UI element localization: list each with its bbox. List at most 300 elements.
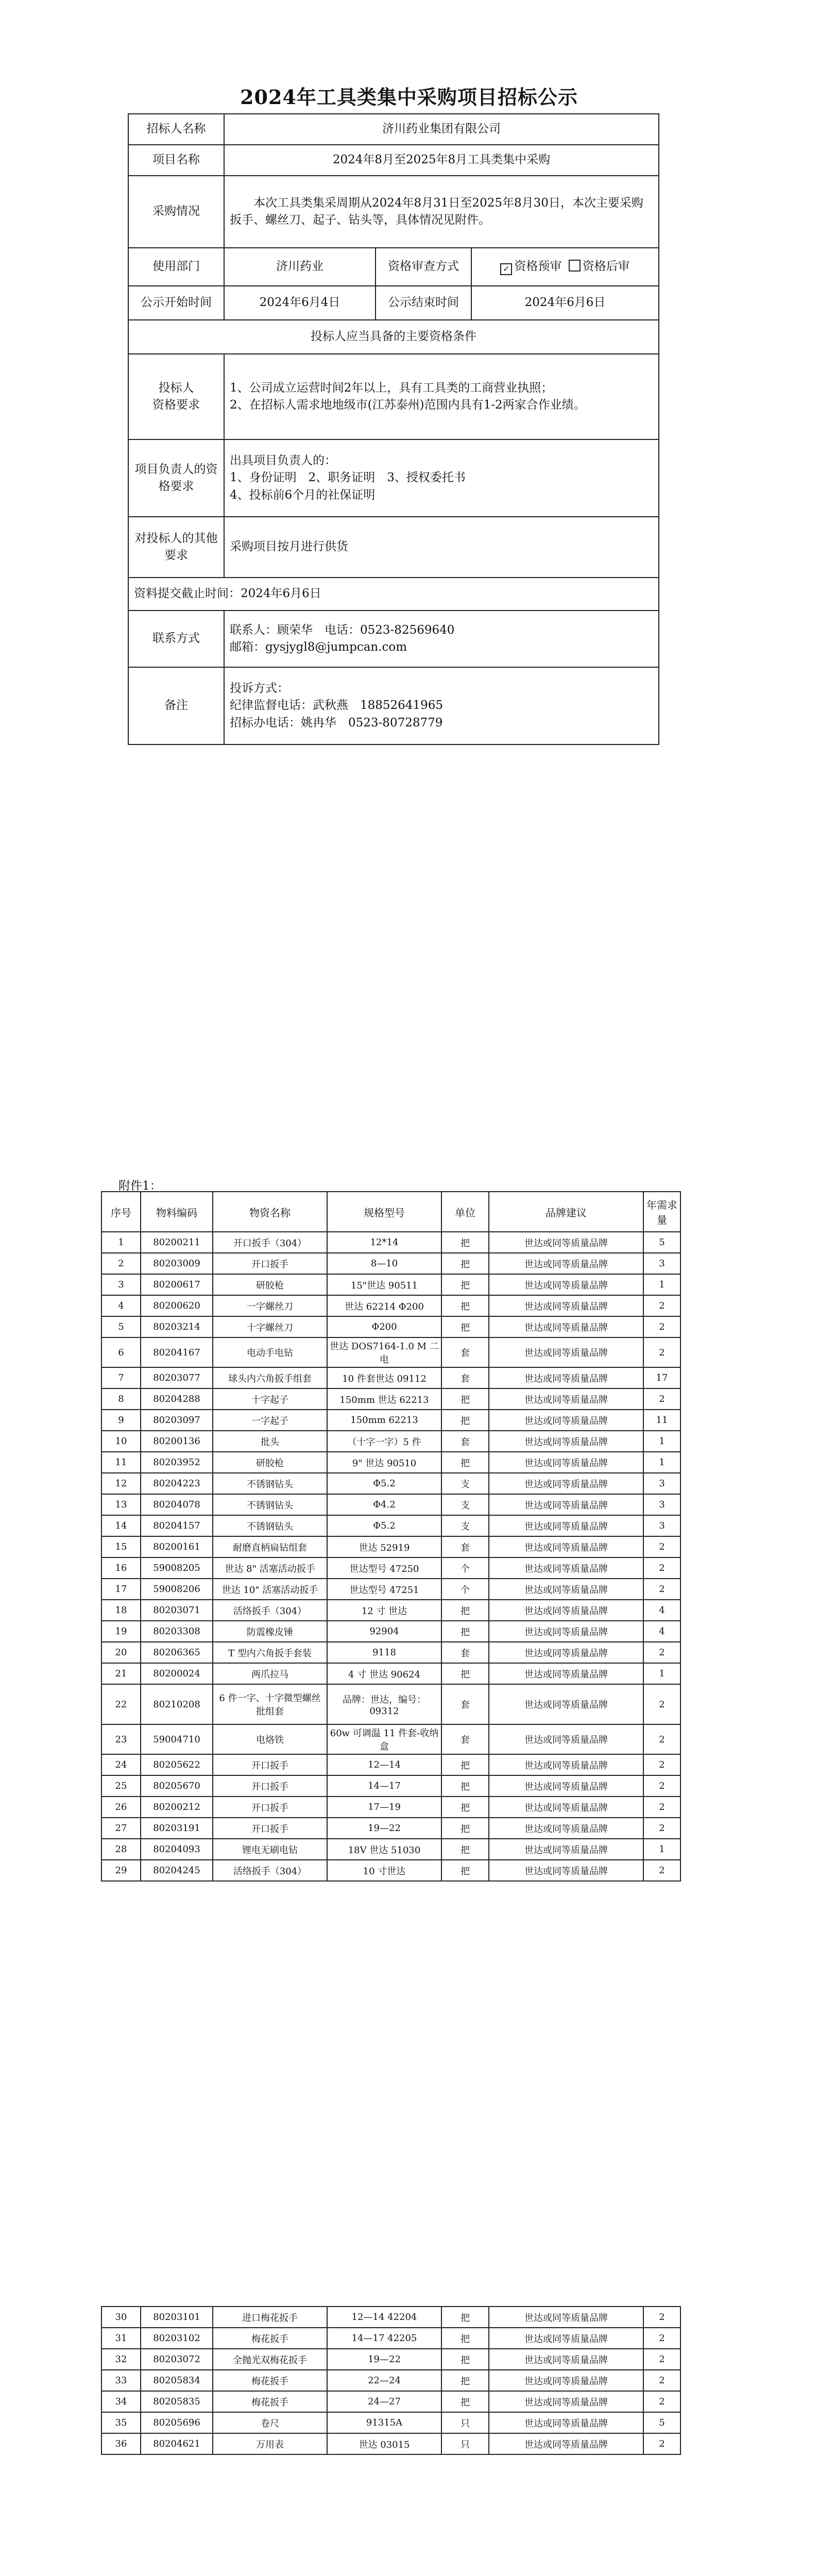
table-row [101,1295,680,1316]
cell-brand: 世达或同等质量品牌 [489,1600,643,1621]
cell-seq: 35 [101,2412,141,2433]
cell-seq: 26 [101,1797,141,1818]
note-line-3: 招标办电话：姚冉华 0523-80728779 [230,716,443,730]
cell-code: 80200136 [141,1431,213,1452]
purchase-value: 本次工具类集采周期从2024年8月31日至2025年8月30日，本次主要采购扳手、螺丝刀、起子、钻头等，具体情况见附件。 [224,176,659,248]
cell-unit: 把 [441,1663,489,1684]
table-row [101,1818,680,1839]
cell-name: 世达 10" 活塞活动扳手 [213,1579,327,1600]
cell-code: 80203102 [141,2328,213,2349]
cell-code: 80204157 [141,1515,213,1536]
cell-name: 不锈钢钻头 [213,1515,327,1536]
cell-unit: 把 [441,1253,489,1274]
table-row [101,2349,680,2370]
pm-req-line-2: 1、身份证明 2、职务证明 3、授权委托书 [230,471,466,485]
table-row [101,1557,680,1579]
cell-spec: 10 寸世达 [327,1860,441,1881]
cell-brand: 世达或同等质量品牌 [489,1431,643,1452]
cell-unit: 套 [441,1684,489,1724]
cell-spec: 18V 世达 51030 [327,1839,441,1860]
contact-email: 邮箱：gysjygl8@jumpcan.com [230,640,407,654]
cell-code: 80203077 [141,1367,213,1388]
cell-brand: 世达或同等质量品牌 [489,2412,643,2433]
review-label: 资格审查方式 [376,248,471,286]
header-name: 物资名称 [213,1192,327,1232]
cell-spec: 12 寸 世达 [327,1600,441,1621]
cell-seq: 14 [101,1515,141,1536]
cell-unit: 把 [441,1754,489,1775]
contact-row [128,611,659,667]
cell-unit: 把 [441,1621,489,1642]
table-row [101,1473,680,1494]
cell-qty: 4 [643,1621,680,1642]
header-seq: 序号 [101,1192,141,1232]
cell-name: 开口扳手 [213,1253,327,1274]
cell-brand: 世达或同等质量品牌 [489,1642,643,1663]
cell-code: 80203308 [141,1621,213,1642]
cell-spec: 世达 52919 [327,1536,441,1557]
cell-unit: 把 [441,1452,489,1473]
table-row [101,1515,680,1536]
cell-qty: 5 [643,2412,680,2433]
cell-brand: 世达或同等质量品牌 [489,1621,643,1642]
table-row [101,1775,680,1797]
cell-unit: 支 [441,1494,489,1515]
cell-brand: 世达或同等质量品牌 [489,1367,643,1388]
cell-qty: 2 [643,2370,680,2391]
cell-name: 电烙铁 [213,1724,327,1754]
table-row [101,2370,680,2391]
cell-seq: 5 [101,1316,141,1337]
cell-unit: 把 [441,1775,489,1797]
cell-code: 80200211 [141,1232,213,1253]
cell-spec: 世达型号 47250 [327,1557,441,1579]
cell-name: 开口扳手 [213,1775,327,1797]
cell-spec: Φ200 [327,1316,441,1337]
table-row [101,1754,680,1775]
cell-seq: 4 [101,1295,141,1316]
pm-req-line-1: 出具项目负责人的： [230,453,336,467]
bidder-req-label: 投标人 资格要求 [128,354,224,439]
cell-unit: 把 [441,1410,489,1431]
cell-qty: 1 [643,1452,680,1473]
cell-unit: 把 [441,1839,489,1860]
cell-qty: 2 [643,1754,680,1775]
cell-name: 耐磨直柄扁钻组套 [213,1536,327,1557]
cell-unit: 把 [441,1232,489,1253]
cell-code: 80204245 [141,1860,213,1881]
dept-value: 济川药业 [224,248,376,286]
cell-qty: 2 [643,2391,680,2412]
cell-code: 80203214 [141,1316,213,1337]
cell-qty: 11 [643,1410,680,1431]
cell-code: 80205622 [141,1754,213,1775]
cell-code: 80200617 [141,1274,213,1295]
cell-unit: 支 [441,1473,489,1494]
cell-seq: 29 [101,1860,141,1881]
cell-code: 80205834 [141,2370,213,2391]
cell-code: 80200161 [141,1536,213,1557]
dept-review-row [128,248,659,286]
table-row [101,1494,680,1515]
cell-brand: 世达或同等质量品牌 [489,1295,643,1316]
cell-name: 梅花扳手 [213,2391,327,2412]
cell-unit: 个 [441,1579,489,1600]
project-value: 2024年8月至2025年8月工具类集中采购 [224,145,659,176]
cell-unit: 把 [441,1600,489,1621]
cell-code: 80200024 [141,1663,213,1684]
cell-qty: 2 [643,1797,680,1818]
cell-name: 全抛光双梅花扳手 [213,2349,327,2370]
cell-brand: 世达或同等质量品牌 [489,1724,643,1754]
cell-qty: 2 [643,2433,680,2454]
cell-code: 80204621 [141,2433,213,2454]
cell-spec: 世达 03015 [327,2433,441,2454]
cell-brand: 世达或同等质量品牌 [489,1579,643,1600]
cell-code: 80204223 [141,1473,213,1494]
review-option-postqual: 资格后审 [582,260,630,274]
cell-qty: 2 [643,1642,680,1663]
purchase-row [128,176,659,248]
cell-spec: 9118 [327,1642,441,1663]
cell-qty: 3 [643,1473,680,1494]
cell-name: 开口扳手（304） [213,1232,327,1253]
cell-name: 研胶枪 [213,1452,327,1473]
cell-spec: 8—10 [327,1253,441,1274]
header-spec: 规格型号 [327,1192,441,1232]
tenderer-row [128,114,659,145]
cell-seq: 33 [101,2370,141,2391]
cell-code: 80200212 [141,1797,213,1818]
table-row [101,2328,680,2349]
cell-code: 59004710 [141,1724,213,1754]
cell-name: T 型内六角扳手套装 [213,1642,327,1663]
items-table-page-2 [101,2306,681,2455]
cell-name: 活络扳手（304） [213,1600,327,1621]
cell-name: 十字螺丝刀 [213,1316,327,1337]
cell-unit: 套 [441,1337,489,1367]
cell-name: 开口扳手 [213,1754,327,1775]
cell-spec: 22—24 [327,2370,441,2391]
note-line-1: 投诉方式： [230,681,289,695]
cell-unit: 把 [441,2370,489,2391]
cell-qty: 2 [643,1316,680,1337]
cell-qty: 1 [643,1663,680,1684]
cell-code: 80203071 [141,1600,213,1621]
cell-name: 研胶枪 [213,1274,327,1295]
table-row [101,1860,680,1881]
contact-line-1: 联系人：顾荣华 电话：0523-82569640 [230,623,455,637]
cell-seq: 32 [101,2349,141,2370]
attachment-label: 附件1： [118,1179,162,1193]
project-label: 项目名称 [128,145,224,176]
cell-code: 80203952 [141,1452,213,1473]
cell-brand: 世达或同等质量品牌 [489,1410,643,1431]
cell-seq: 13 [101,1494,141,1515]
table-row [101,1274,680,1295]
cell-name: 卷尺 [213,2412,327,2433]
checked-box-icon: ✓ [500,263,512,275]
deadline-text: 资料提交截止时间：2024年6月6日 [128,578,659,611]
table-row [101,1663,680,1684]
cell-code: 80205696 [141,2412,213,2433]
table-row [101,1232,680,1253]
cell-spec: 世达型号 47251 [327,1579,441,1600]
note-row [128,667,659,744]
table-row [101,1253,680,1274]
pm-req-row [128,439,659,517]
cell-spec: 19—22 [327,1818,441,1839]
cell-name: 开口扳手 [213,1797,327,1818]
cell-seq: 34 [101,2391,141,2412]
cell-spec: 世达 62214 Φ200 [327,1295,441,1316]
cell-seq: 2 [101,1253,141,1274]
cell-seq: 30 [101,2307,141,2328]
cell-seq: 7 [101,1367,141,1388]
cell-unit: 把 [441,2328,489,2349]
cell-seq: 19 [101,1621,141,1642]
end-label: 公示结束时间 [376,286,471,320]
cell-name: 不锈钢钻头 [213,1473,327,1494]
cell-name: 世达 8" 活塞活动扳手 [213,1557,327,1579]
table-row [101,1431,680,1452]
table-row [101,1839,680,1860]
cell-code: 80204167 [141,1337,213,1367]
cell-name: 防震橡皮锤 [213,1621,327,1642]
cell-unit: 支 [441,1515,489,1536]
start-label: 公示开始时间 [128,286,224,320]
table-row [101,1388,680,1410]
cell-code: 80204093 [141,1839,213,1860]
other-req-value: 采购项目按月进行供货 [224,517,659,578]
cell-qty: 2 [643,1388,680,1410]
cell-qty: 2 [643,1557,680,1579]
cell-seq: 23 [101,1724,141,1754]
cell-spec: 24—27 [327,2391,441,2412]
cell-spec: 92904 [327,1621,441,1642]
note-value [224,667,659,744]
cell-brand: 世达或同等质量品牌 [489,1860,643,1881]
table-row [101,1337,680,1367]
cell-qty: 2 [643,2328,680,2349]
cell-unit: 只 [441,2433,489,2454]
cell-seq: 9 [101,1410,141,1431]
cell-unit: 把 [441,2391,489,2412]
cell-qty: 4 [643,1600,680,1621]
cell-unit: 个 [441,1557,489,1579]
cell-brand: 世达或同等质量品牌 [489,1663,643,1684]
cell-brand: 世达或同等质量品牌 [489,2433,643,2454]
table-row [101,1797,680,1818]
cell-brand: 世达或同等质量品牌 [489,1536,643,1557]
cell-brand: 世达或同等质量品牌 [489,1494,643,1515]
cell-seq: 8 [101,1388,141,1410]
cell-spec: 12—14 [327,1754,441,1775]
header-code: 物料编码 [141,1192,213,1232]
cell-spec: 12*14 [327,1232,441,1253]
cell-qty: 2 [643,1337,680,1367]
cell-unit: 套 [441,1724,489,1754]
cell-spec: 4 寸 世达 90624 [327,1663,441,1684]
cell-name: 球头内六角扳手组套 [213,1367,327,1388]
cell-unit: 把 [441,2349,489,2370]
table-row [101,1367,680,1388]
cell-brand: 世达或同等质量品牌 [489,2370,643,2391]
cell-spec: 世达 DOS7164-1.0 M 二电 [327,1337,441,1367]
cell-code: 80205670 [141,1775,213,1797]
cell-brand: 世达或同等质量品牌 [489,1797,643,1818]
cell-seq: 12 [101,1473,141,1494]
cell-spec: （十字一字）5 件 [327,1431,441,1452]
table-row [101,1579,680,1600]
review-options [471,248,659,286]
cell-name: 6 件一字、十字微型螺丝批组套 [213,1684,327,1724]
cell-unit: 把 [441,1860,489,1881]
cell-spec: 150mm 世达 62213 [327,1388,441,1410]
cell-name: 不锈钢钻头 [213,1494,327,1515]
conditions-header: 投标人应当具备的主要资格条件 [128,320,659,354]
cell-seq: 25 [101,1775,141,1797]
cell-spec: 9" 世达 90510 [327,1452,441,1473]
other-req-row [128,517,659,578]
cell-brand: 世达或同等质量品牌 [489,1515,643,1536]
cell-code: 59008205 [141,1557,213,1579]
cell-spec: 17—19 [327,1797,441,1818]
cell-spec: 品牌：世达，编号：09312 [327,1684,441,1724]
cell-unit: 把 [441,1274,489,1295]
cell-seq: 31 [101,2328,141,2349]
cell-brand: 世达或同等质量品牌 [489,2307,643,2328]
cell-seq: 10 [101,1431,141,1452]
table-row [101,1642,680,1663]
cell-seq: 15 [101,1536,141,1557]
table-row [101,2412,680,2433]
cell-seq: 11 [101,1452,141,1473]
cell-unit: 套 [441,1431,489,1452]
cell-name: 一字起子 [213,1410,327,1431]
cell-qty: 1 [643,1839,680,1860]
table-row [101,1684,680,1724]
tenderer-label: 招标人名称 [128,114,224,145]
cell-code: 59008206 [141,1579,213,1600]
cell-name: 十字起子 [213,1388,327,1410]
cell-brand: 世达或同等质量品牌 [489,1473,643,1494]
cell-brand: 世达或同等质量品牌 [489,1232,643,1253]
cell-brand: 世达或同等质量品牌 [489,1839,643,1860]
cell-code: 80203191 [141,1818,213,1839]
table-row [101,1452,680,1473]
cell-name: 锂电无刷电钻 [213,1839,327,1860]
cell-brand: 世达或同等质量品牌 [489,2328,643,2349]
dept-label: 使用部门 [128,248,224,286]
cell-seq: 18 [101,1600,141,1621]
cell-brand: 世达或同等质量品牌 [489,1684,643,1724]
cell-name: 一字螺丝刀 [213,1295,327,1316]
table-row [101,1621,680,1642]
cell-spec: 60w 可调温 11 件套-收纳盒 [327,1724,441,1754]
cell-qty: 1 [643,1274,680,1295]
cell-code: 80203072 [141,2349,213,2370]
cell-name: 进口梅花扳手 [213,2307,327,2328]
bidder-req-item-2: 2、在招标人需求地地级市(江苏泰州)范围内具有1-2两家合作业绩。 [230,398,586,412]
table-row [101,2307,680,2328]
cell-seq: 1 [101,1232,141,1253]
contact-value [224,611,659,667]
cell-spec: 12—14 42204 [327,2307,441,2328]
cell-seq: 28 [101,1839,141,1860]
cell-code: 80203009 [141,1253,213,1274]
cell-spec: 14—17 42205 [327,2328,441,2349]
cell-code: 80205835 [141,2391,213,2412]
cell-qty: 1 [643,1431,680,1452]
cell-brand: 世达或同等质量品牌 [489,1316,643,1337]
cell-unit: 只 [441,2412,489,2433]
table-row [101,2433,680,2454]
cell-seq: 16 [101,1557,141,1579]
cell-unit: 把 [441,1316,489,1337]
cell-name: 开口扳手 [213,1818,327,1839]
bidder-req-value [224,354,659,439]
header-brand: 品牌建议 [489,1192,643,1232]
cell-qty: 2 [643,2349,680,2370]
cell-qty: 2 [643,1775,680,1797]
end-value: 2024年6月6日 [471,286,659,320]
contact-label: 联系方式 [128,611,224,667]
cell-unit: 套 [441,1642,489,1663]
pm-req-value [224,439,659,517]
cell-code: 80203097 [141,1410,213,1431]
cell-spec: 19—22 [327,2349,441,2370]
cell-spec: 15"世达 90511 [327,1274,441,1295]
cell-brand: 世达或同等质量品牌 [489,2349,643,2370]
cell-seq: 22 [101,1684,141,1724]
cell-spec: 91315A [327,2412,441,2433]
cell-seq: 3 [101,1274,141,1295]
cell-qty: 5 [643,1232,680,1253]
cell-unit: 把 [441,1295,489,1316]
table-row [101,1724,680,1754]
cell-qty: 2 [643,1724,680,1754]
cell-seq: 20 [101,1642,141,1663]
tenderer-value: 济川药业集团有限公司 [224,114,659,145]
cell-brand: 世达或同等质量品牌 [489,1775,643,1797]
note-label: 备注 [128,667,224,744]
bidder-req-row [128,354,659,439]
cell-brand: 世达或同等质量品牌 [489,1452,643,1473]
cell-name: 梅花扳手 [213,2328,327,2349]
cell-unit: 套 [441,1536,489,1557]
cell-code: 80203101 [141,2307,213,2328]
project-row [128,145,659,176]
items-header-row [101,1192,680,1232]
table-row [101,1536,680,1557]
cell-seq: 21 [101,1663,141,1684]
cell-seq: 27 [101,1818,141,1839]
cell-qty: 2 [643,1860,680,1881]
cell-qty: 3 [643,1515,680,1536]
start-value: 2024年6月4日 [224,286,376,320]
other-req-label: 对投标人的其他要求 [128,517,224,578]
table-row [101,2391,680,2412]
cell-name: 批头 [213,1431,327,1452]
page-title: 2024年工具类集中采购项目招标公示 [240,86,578,109]
bidder-req-item-1: 1、公司成立运营时间2年以上，具有工具类的工商营业执照； [230,381,553,395]
items-table-page-1 [101,1191,681,1882]
cell-name: 两爪拉马 [213,1663,327,1684]
cell-unit: 套 [441,1367,489,1388]
header-unit: 单位 [441,1192,489,1232]
period-row [128,286,659,320]
